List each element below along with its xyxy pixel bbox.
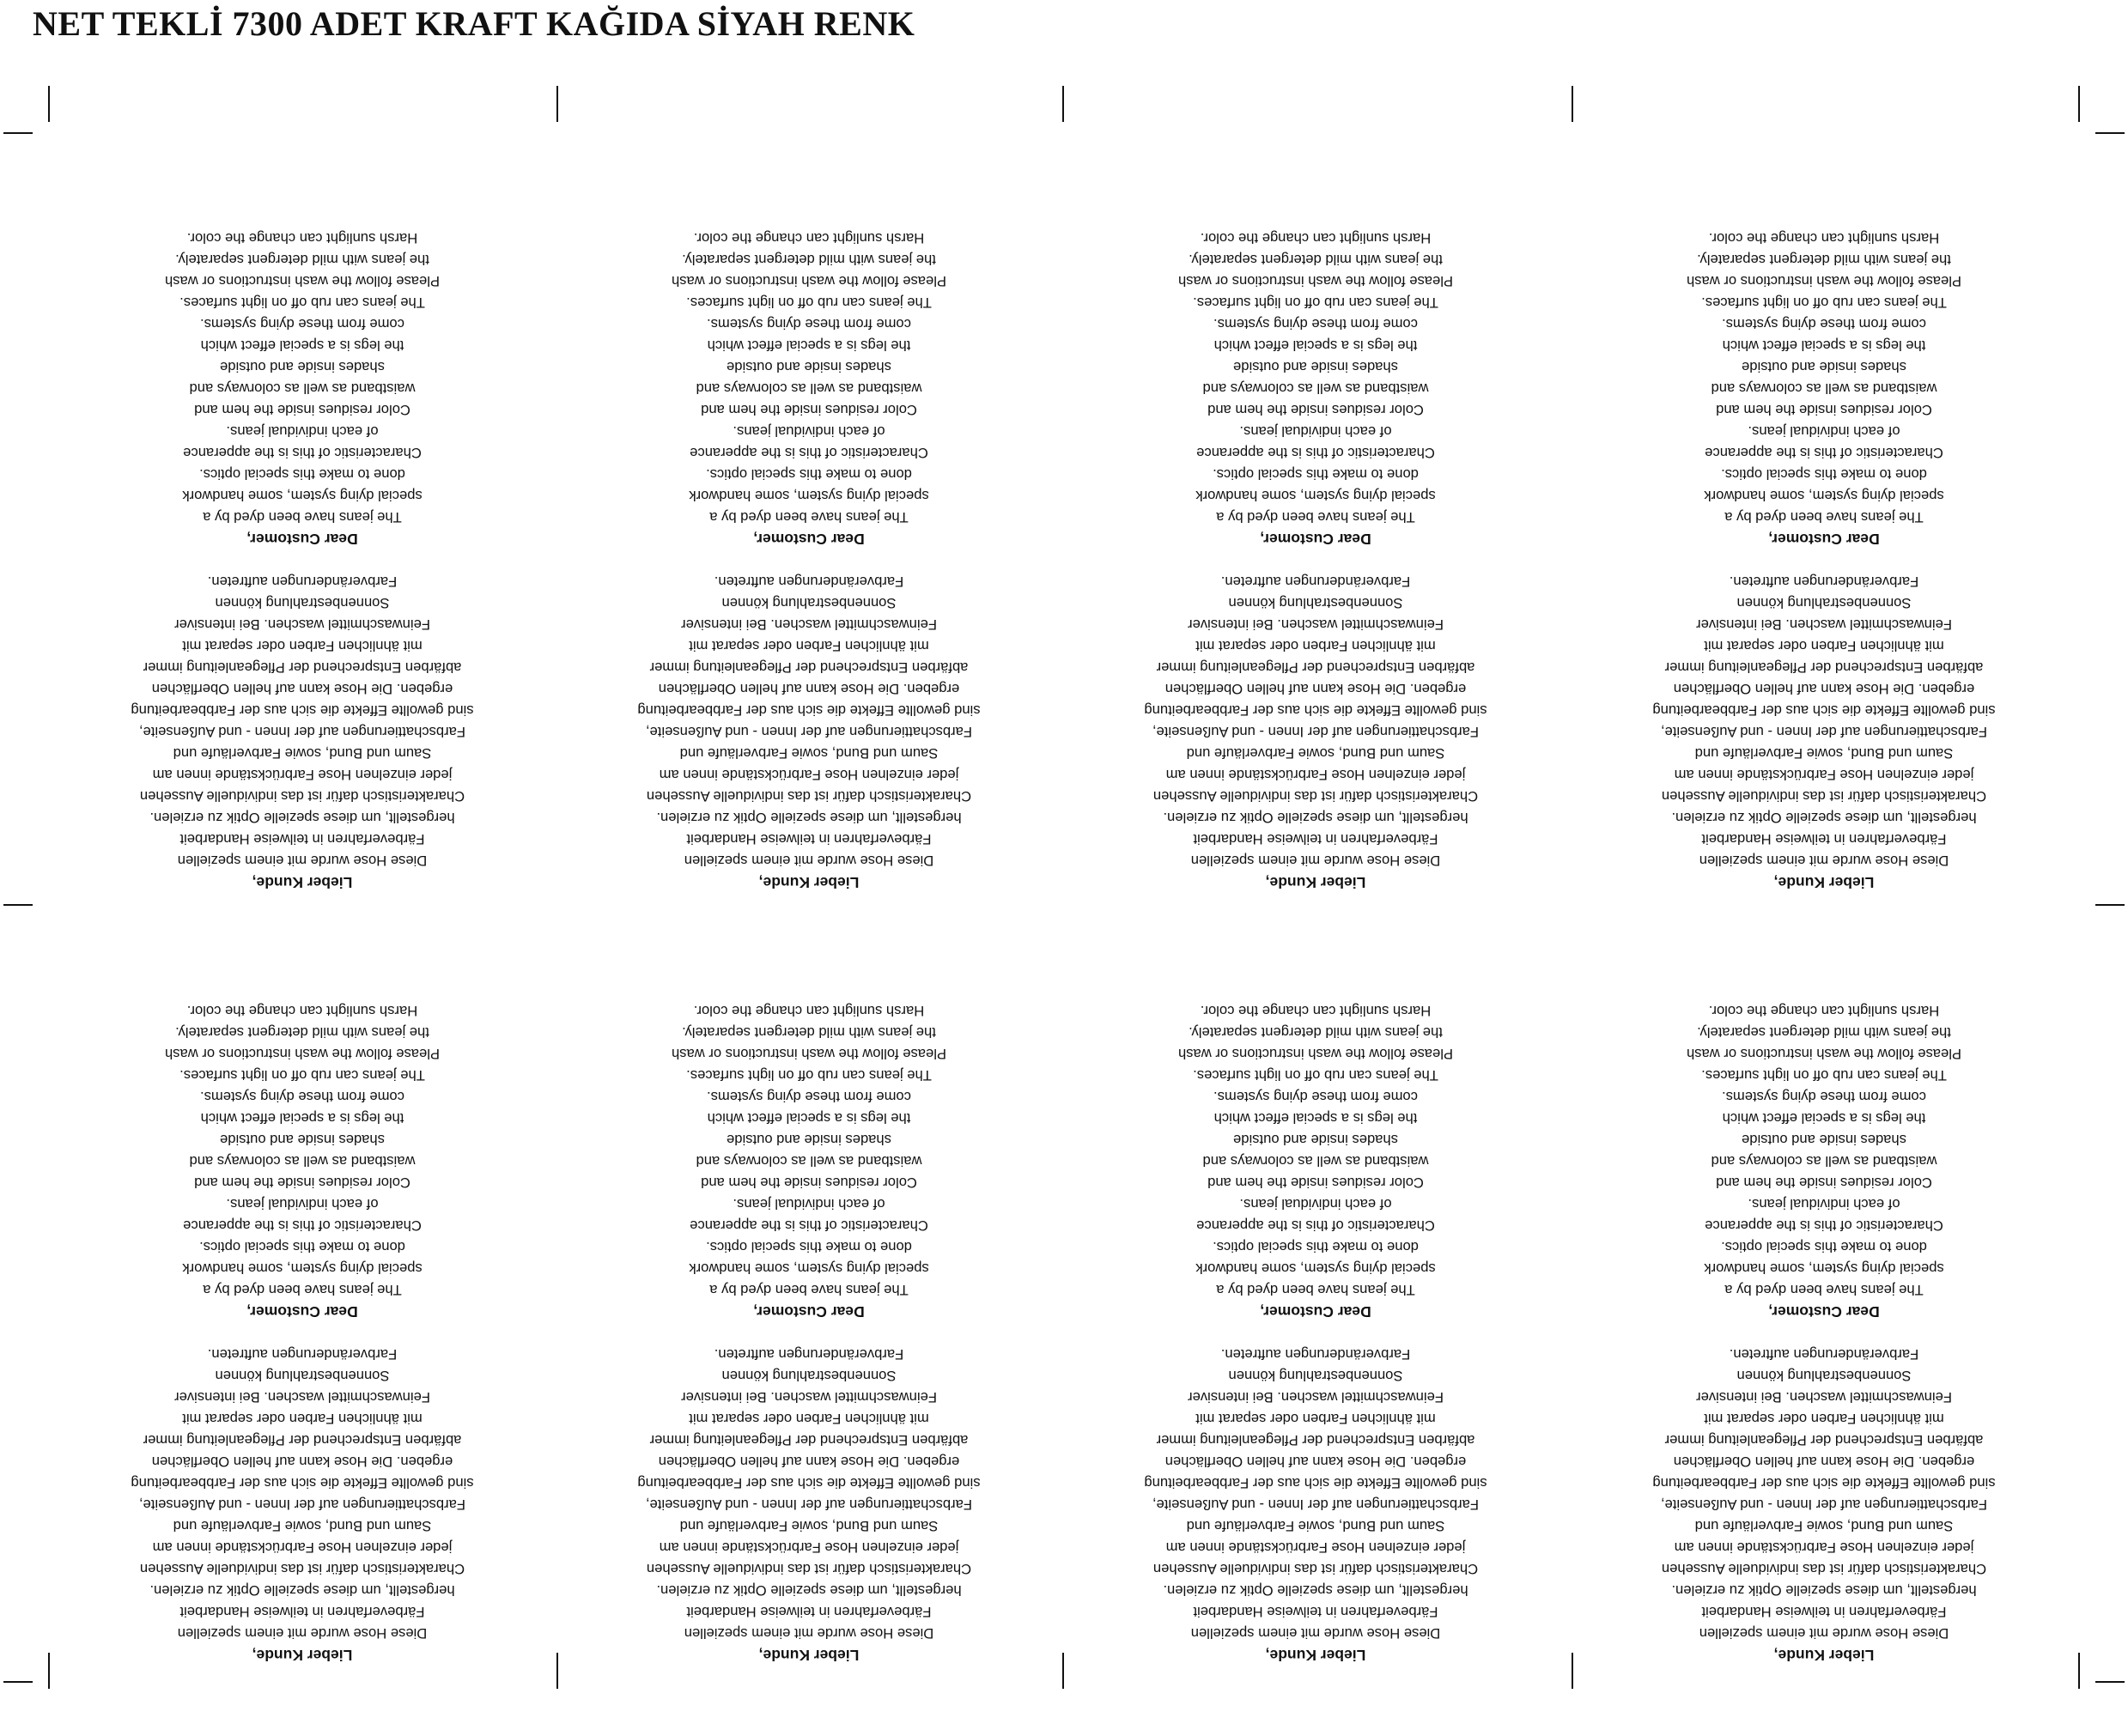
english-text-line: Color residues inside the hem and	[194, 402, 410, 418]
german-text-line: Charakteristisch dafür ist das individuelle Aussehen	[1661, 788, 1987, 804]
english-text-line: The jeans can rub off on light surfaces.	[1701, 294, 1947, 311]
german-text-line: Farbveränderungen auftreten.	[1220, 1346, 1411, 1363]
english-text-line: the jeans with mild detergent separately.	[175, 1024, 429, 1041]
english-text-line: The jeans can rub off on light surfaces.	[1193, 1067, 1438, 1083]
german-text-line: Farbschattierungen auf der Innen - und Außenseite,	[645, 724, 973, 740]
english-text-line: of each individual jeans.	[733, 423, 885, 440]
german-text-line: Diese Hose wurde mit einem speziellen	[177, 853, 428, 869]
german-heading: Lieber Kunde,	[1265, 1647, 1366, 1664]
german-text-line: Saum und Bund, sowie Farbverläufe und	[1694, 745, 1954, 762]
english-text-line: waistband as well as colorways and	[1711, 1153, 1937, 1169]
german-text-line: sind gewollte Effekte die sich aus der Farbbearbeitung	[1144, 702, 1487, 719]
german-text-line: abfärben Entsprechend der Pflegeanleitung immer	[1156, 659, 1475, 676]
english-text-line: The jeans can rub off on light surfaces.	[1701, 1067, 1947, 1083]
spacer	[1584, 1322, 2064, 1344]
english-text-line: waistband as well as colorways and	[1711, 380, 1937, 397]
english-text-line: Color residues inside the hem and	[1716, 402, 1932, 418]
german-text-line: Feinwaschmittel waschen. Bei intensiver	[174, 616, 430, 633]
english-text-line: the legs is a special effect which	[200, 337, 404, 354]
german-text-line: mit ähnlichen Farben oder separat mit	[182, 638, 423, 654]
english-text-line: come from these dying systems.	[707, 1089, 911, 1105]
german-text-line: Farbveränderungen auftreten.	[714, 1346, 904, 1363]
english-text-line: Harsh sunlight can change the color.	[1200, 230, 1432, 246]
german-text-line: Charakteristisch dafür ist das individuelle Aussehen	[1152, 1561, 1479, 1577]
german-text-line: Diese Hose wurde mit einem speziellen	[177, 1625, 428, 1642]
english-text-line: the legs is a special effect which	[707, 337, 911, 354]
english-text-line: done to make this special optics.	[706, 1239, 912, 1255]
english-text-line: shades inside and outside	[220, 359, 385, 375]
english-text-line: done to make this special optics.	[1721, 1239, 1927, 1255]
german-text-line: Sonnenbestrahlung können	[1228, 1368, 1403, 1384]
english-text-line: shades inside and outside	[1742, 1132, 1906, 1148]
german-text-line: ergeben. Die Hose kann auf hellen Oberflächen	[658, 1454, 960, 1470]
english-text-line: special dying system, some handwork	[689, 1260, 929, 1277]
german-text-line: Sonnenbestrahlung können	[1228, 595, 1403, 611]
german-text-line: Diese Hose wurde mit einem speziellen	[1190, 1625, 1441, 1642]
english-text-line: the jeans with mild detergent separately.	[1697, 252, 1951, 268]
care-label	[1075, 910, 1556, 1666]
german-text-line: Sonnenbestrahlung können	[1736, 1368, 1912, 1384]
german-text-line: Farbveränderungen auftreten.	[1729, 1346, 1919, 1363]
english-text-line: Harsh sunlight can change the color.	[693, 230, 925, 246]
english-text-line: The jeans have been dyed by a	[203, 1282, 402, 1298]
german-text-line: Farbveränderungen auftreten.	[1729, 574, 1919, 590]
german-text-line: Diese Hose wurde mit einem speziellen	[1699, 1625, 1949, 1642]
english-text-line: the legs is a special effect which	[1722, 1110, 1926, 1126]
english-text-line: special dying system, some handwork	[1704, 1260, 1944, 1277]
english-text-line: Color residues inside the hem and	[701, 1175, 917, 1191]
english-text-line: of each individual jeans.	[1748, 423, 1900, 440]
care-label	[1075, 137, 1556, 893]
english-text-line: come from these dying systems.	[200, 1089, 404, 1105]
german-text-line: mit ähnlichen Farben oder separat mit	[1704, 1411, 1944, 1427]
english-heading: Dear Customer,	[246, 1303, 358, 1320]
german-text-line: Feinwaschmittel waschen. Bei intensiver	[1696, 616, 1952, 633]
care-label	[568, 910, 1049, 1666]
german-text-line: jeder einzelnen Hose Farbrückstände innen am	[1674, 767, 1974, 783]
german-text-line: sind gewollte Effekte die sich aus der Farbbearbeitung	[637, 702, 981, 719]
english-heading: Dear Customer,	[1768, 531, 1880, 548]
german-text-line: jeder einzelnen Hose Farbrückstände innen am	[659, 1539, 959, 1556]
english-text-line: the legs is a special effect which	[1213, 1110, 1418, 1126]
english-text-line: of each individual jeans.	[1748, 1196, 1900, 1212]
english-text-line: shades inside and outside	[220, 1132, 385, 1148]
german-text-line: Farbveränderungen auftreten.	[207, 1346, 398, 1363]
spacer	[1584, 549, 2064, 571]
german-text-line: Farbschattierungen auf der Innen - und Außenseite,	[138, 1496, 466, 1513]
german-text-line: mit ähnlichen Farben oder separat mit	[689, 1411, 929, 1427]
german-text-line: Diese Hose wurde mit einem speziellen	[684, 1625, 934, 1642]
german-text-line: ergeben. Die Hose kann auf hellen Oberflächen	[1673, 681, 1975, 697]
english-text-line: Characteristic of this is the apperance	[1196, 445, 1435, 461]
english-text-line: waistband as well as colorways and	[1202, 380, 1429, 397]
german-heading: Lieber Kunde,	[758, 1647, 860, 1664]
german-text-line: hergestellt, um diese spezielle Optik zu erzielen.	[149, 1582, 455, 1599]
german-text-line: Farbveränderungen auftreten.	[1220, 574, 1411, 590]
english-text-line: Please follow the wash instructions or wash	[1177, 273, 1454, 289]
german-text-line: Feinwaschmittel waschen. Bei intensiver	[681, 1389, 937, 1405]
german-heading: Lieber Kunde,	[1265, 874, 1366, 891]
german-heading: Lieber Kunde,	[758, 874, 860, 891]
german-text-line: Charakteristisch dafür ist das individuelle Aussehen	[646, 788, 972, 804]
german-text-line: Diese Hose wurde mit einem speziellen	[684, 853, 934, 869]
german-text-line: Farbveränderungen auftreten.	[714, 574, 904, 590]
german-text-line: ergeben. Die Hose kann auf hellen Oberflächen	[1673, 1454, 1975, 1470]
english-text-line: shades inside and outside	[1233, 1132, 1398, 1148]
german-text-line: abfärben Entsprechend der Pflegeanleitung immer	[649, 659, 969, 676]
english-text-line: the jeans with mild detergent separately.	[682, 252, 936, 268]
english-text-line: come from these dying systems.	[707, 316, 911, 332]
care-label	[62, 910, 543, 1666]
english-text-line: shades inside and outside	[1233, 359, 1398, 375]
german-text-line: Sonnenbestrahlung können	[721, 595, 897, 611]
german-text-line: Feinwaschmittel waschen. Bei intensiver	[1188, 1389, 1444, 1405]
german-text-line: abfärben Entsprechend der Pflegeanleitung immer	[1664, 1432, 1984, 1448]
english-text-line: the jeans with mild detergent separately.	[175, 252, 429, 268]
english-text-line: Characteristic of this is the apperance	[183, 1217, 422, 1234]
german-text-line: Saum und Bund, sowie Farbverläufe und	[1694, 1518, 1954, 1534]
english-text-line: of each individual jeans.	[1239, 1196, 1392, 1212]
english-text-line: Please follow the wash instructions or wash	[164, 273, 441, 289]
english-text-line: of each individual jeans.	[226, 423, 379, 440]
german-text-line: Saum und Bund, sowie Farbverläufe und	[1186, 1518, 1445, 1534]
german-text-line: sind gewollte Effekte die sich aus der Farbbearbeitung	[1652, 1475, 1996, 1491]
german-text-line: hergestellt, um diese spezielle Optik zu erzielen.	[1671, 1582, 1977, 1599]
english-text-line: the jeans with mild detergent separately.	[1189, 1024, 1443, 1041]
german-text-line: sind gewollte Effekte die sich aus der Farbbearbeitung	[131, 702, 474, 719]
german-text-line: jeder einzelnen Hose Farbrückstände innen am	[1674, 1539, 1974, 1556]
english-text-line: The jeans can rub off on light surfaces.	[686, 1067, 932, 1083]
german-text-line: Färbeverfahren in teilweise Handarbeit	[1193, 831, 1438, 847]
german-text-line: sind gewollte Effekte die sich aus der Farbbearbeitung	[1144, 1475, 1487, 1491]
german-text-line: Charakteristisch dafür ist das individuelle Aussehen	[1661, 1561, 1987, 1577]
english-text-line: of each individual jeans.	[226, 1196, 379, 1212]
german-text-line: Feinwaschmittel waschen. Bei intensiver	[174, 1389, 430, 1405]
english-heading: Dear Customer,	[1260, 531, 1371, 548]
english-text-line: The jeans have been dyed by a	[709, 509, 909, 525]
german-text-line: Färbeverfahren in teilweise Handarbeit	[1193, 1604, 1438, 1620]
english-text-line: Harsh sunlight can change the color.	[1200, 1003, 1432, 1019]
english-heading: Dear Customer,	[753, 1303, 865, 1320]
german-text-line: Charakteristisch dafür ist das individuelle Aussehen	[1152, 788, 1479, 804]
german-text-line: Farbveränderungen auftreten.	[207, 574, 398, 590]
english-text-line: come from these dying systems.	[1722, 1089, 1926, 1105]
english-text-line: shades inside and outside	[727, 359, 891, 375]
german-heading: Lieber Kunde,	[1773, 1647, 1875, 1664]
english-heading: Dear Customer,	[1768, 1303, 1880, 1320]
english-text-line: waistband as well as colorways and	[696, 1153, 922, 1169]
english-text-line: The jeans can rub off on light surfaces.	[179, 1067, 425, 1083]
english-text-line: The jeans have been dyed by a	[1216, 1282, 1415, 1298]
german-text-line: Farbschattierungen auf der Innen - und Außenseite,	[1152, 1496, 1480, 1513]
german-text-line: hergestellt, um diese spezielle Optik zu erzielen.	[656, 810, 962, 826]
german-text-line: Sonnenbestrahlung können	[215, 595, 390, 611]
care-label	[1584, 910, 2064, 1666]
german-text-line: Färbeverfahren in teilweise Handarbeit	[1701, 831, 1947, 847]
english-text-line: special dying system, some handwork	[1195, 488, 1436, 504]
english-text-line: special dying system, some handwork	[182, 1260, 423, 1277]
german-text-line: jeder einzelnen Hose Farbrückstände innen am	[659, 767, 959, 783]
german-text-line: hergestellt, um diese spezielle Optik zu erzielen.	[149, 810, 455, 826]
german-text-line: Farbschattierungen auf der Innen - und Außenseite,	[1660, 1496, 1988, 1513]
spacer	[1075, 1322, 1556, 1344]
german-text-line: Färbeverfahren in teilweise Handarbeit	[686, 831, 932, 847]
english-text-line: Characteristic of this is the apperance	[690, 445, 928, 461]
english-text-line: The jeans can rub off on light surfaces.	[1193, 294, 1438, 311]
english-text-line: special dying system, some handwork	[182, 488, 423, 504]
english-text-line: Harsh sunlight can change the color.	[186, 1003, 418, 1019]
english-text-line: Characteristic of this is the apperance	[1705, 1217, 1943, 1234]
english-text-line: done to make this special optics.	[199, 1239, 405, 1255]
english-text-line: of each individual jeans.	[733, 1196, 885, 1212]
english-text-line: Color residues inside the hem and	[194, 1175, 410, 1191]
german-text-line: Färbeverfahren in teilweise Handarbeit	[1701, 1604, 1947, 1620]
english-text-line: the legs is a special effect which	[707, 1110, 911, 1126]
german-text-line: hergestellt, um diese spezielle Optik zu erzielen.	[1671, 810, 1977, 826]
german-text-line: abfärben Entsprechend der Pflegeanleitung immer	[1664, 659, 1984, 676]
english-heading: Dear Customer,	[753, 531, 865, 548]
german-text-line: jeder einzelnen Hose Farbrückstände innen am	[1165, 1539, 1466, 1556]
english-text-line: done to make this special optics.	[1721, 466, 1927, 483]
care-label	[1584, 137, 2064, 893]
german-text-line: Sonnenbestrahlung können	[1736, 595, 1912, 611]
german-text-line: ergeben. Die Hose kann auf hellen Oberflächen	[151, 681, 453, 697]
spacer	[568, 1322, 1049, 1344]
english-text-line: come from these dying systems.	[1213, 316, 1418, 332]
german-text-line: ergeben. Die Hose kann auf hellen Oberflächen	[1164, 681, 1467, 697]
english-text-line: waistband as well as colorways and	[189, 380, 416, 397]
german-text-line: abfärben Entsprechend der Pflegeanleitung immer	[1156, 1432, 1475, 1448]
german-heading: Lieber Kunde,	[252, 874, 353, 891]
english-text-line: come from these dying systems.	[1722, 316, 1926, 332]
english-text-line: of each individual jeans.	[1239, 423, 1392, 440]
english-text-line: Color residues inside the hem and	[1207, 1175, 1424, 1191]
english-text-line: special dying system, some handwork	[689, 488, 929, 504]
english-heading: Dear Customer,	[1260, 1303, 1371, 1320]
english-text-line: Harsh sunlight can change the color.	[186, 230, 418, 246]
english-text-line: Characteristic of this is the apperance	[1196, 1217, 1435, 1234]
german-text-line: Farbschattierungen auf der Innen - und Außenseite,	[645, 1496, 973, 1513]
english-text-line: The jeans can rub off on light surfaces.	[686, 294, 932, 311]
german-text-line: hergestellt, um diese spezielle Optik zu erzielen.	[656, 1582, 962, 1599]
spacer	[568, 549, 1049, 571]
english-text-line: Please follow the wash instructions or wash	[1686, 1046, 1962, 1062]
german-text-line: jeder einzelnen Hose Farbrückstände innen am	[1165, 767, 1466, 783]
german-text-line: mit ähnlichen Farben oder separat mit	[1195, 638, 1436, 654]
german-text-line: hergestellt, um diese spezielle Optik zu erzielen.	[1163, 810, 1468, 826]
spacer	[62, 549, 543, 571]
english-text-line: Harsh sunlight can change the color.	[693, 1003, 925, 1019]
care-label	[62, 137, 543, 893]
german-text-line: jeder einzelnen Hose Farbrückstände innen am	[152, 1539, 453, 1556]
german-text-line: abfärben Entsprechend der Pflegeanleitung immer	[649, 1432, 969, 1448]
english-text-line: Please follow the wash instructions or wash	[1686, 273, 1962, 289]
german-text-line: Farbschattierungen auf der Innen - und Außenseite,	[1152, 724, 1480, 740]
english-text-line: Color residues inside the hem and	[1716, 1175, 1932, 1191]
sheet-title: NET TEKLİ 7300 ADET KRAFT KAĞIDA SİYAH RENK	[33, 4, 915, 43]
german-text-line: mit ähnlichen Farben oder separat mit	[1195, 1411, 1436, 1427]
english-text-line: waistband as well as colorways and	[1202, 1153, 1429, 1169]
german-text-line: Diese Hose wurde mit einem speziellen	[1699, 853, 1949, 869]
english-text-line: The jeans have been dyed by a	[709, 1282, 909, 1298]
german-text-line: Feinwaschmittel waschen. Bei intensiver	[681, 616, 937, 633]
english-text-line: come from these dying systems.	[200, 316, 404, 332]
german-text-line: Saum und Bund, sowie Farbverläufe und	[679, 745, 939, 762]
english-text-line: The jeans have been dyed by a	[203, 509, 402, 525]
german-text-line: sind gewollte Effekte die sich aus der Farbbearbeitung	[637, 1475, 981, 1491]
english-text-line: waistband as well as colorways and	[696, 380, 922, 397]
english-text-line: Please follow the wash instructions or wash	[164, 1046, 441, 1062]
english-text-line: The jeans can rub off on light surfaces.	[179, 294, 425, 311]
english-text-line: Characteristic of this is the apperance	[690, 1217, 928, 1234]
english-text-line: Please follow the wash instructions or wash	[671, 273, 947, 289]
german-text-line: Färbeverfahren in teilweise Handarbeit	[179, 831, 425, 847]
german-text-line: ergeben. Die Hose kann auf hellen Oberflächen	[151, 1454, 453, 1470]
english-text-line: the jeans with mild detergent separately.	[682, 1024, 936, 1041]
care-label	[568, 137, 1049, 893]
german-text-line: jeder einzelnen Hose Farbrückstände innen am	[152, 767, 453, 783]
english-heading: Dear Customer,	[246, 531, 358, 548]
english-text-line: the jeans with mild detergent separately.	[1189, 252, 1443, 268]
german-text-line: Saum und Bund, sowie Farbverläufe und	[173, 745, 432, 762]
german-text-line: Sonnenbestrahlung können	[215, 1368, 390, 1384]
english-text-line: Harsh sunlight can change the color.	[1708, 230, 1940, 246]
german-text-line: Saum und Bund, sowie Farbverläufe und	[173, 1518, 432, 1534]
german-text-line: Charakteristisch dafür ist das individuelle Aussehen	[139, 1561, 465, 1577]
german-heading: Lieber Kunde,	[1773, 874, 1875, 891]
german-text-line: Charakteristisch dafür ist das individuelle Aussehen	[646, 1561, 972, 1577]
german-text-line: mit ähnlichen Farben oder separat mit	[1704, 638, 1944, 654]
german-text-line: ergeben. Die Hose kann auf hellen Oberflächen	[1164, 1454, 1467, 1470]
german-text-line: hergestellt, um diese spezielle Optik zu erzielen.	[1163, 1582, 1468, 1599]
english-text-line: Harsh sunlight can change the color.	[1708, 1003, 1940, 1019]
english-text-line: Please follow the wash instructions or wash	[1177, 1046, 1454, 1062]
german-heading: Lieber Kunde,	[252, 1647, 353, 1664]
german-text-line: Saum und Bund, sowie Farbverläufe und	[1186, 745, 1445, 762]
english-text-line: shades inside and outside	[727, 1132, 891, 1148]
english-text-line: Characteristic of this is the apperance	[1705, 445, 1943, 461]
spacer	[1075, 549, 1556, 571]
english-text-line: Color residues inside the hem and	[1207, 402, 1424, 418]
english-text-line: the jeans with mild detergent separately.	[1697, 1024, 1951, 1041]
english-text-line: done to make this special optics.	[1213, 1239, 1419, 1255]
english-text-line: Characteristic of this is the apperance	[183, 445, 422, 461]
english-text-line: waistband as well as colorways and	[189, 1153, 416, 1169]
german-text-line: Feinwaschmittel waschen. Bei intensiver	[1188, 616, 1444, 633]
german-text-line: mit ähnlichen Farben oder separat mit	[182, 1411, 423, 1427]
english-text-line: The jeans have been dyed by a	[1724, 1282, 1924, 1298]
german-text-line: Feinwaschmittel waschen. Bei intensiver	[1696, 1389, 1952, 1405]
english-text-line: The jeans have been dyed by a	[1724, 509, 1924, 525]
english-text-line: done to make this special optics.	[1213, 466, 1419, 483]
german-text-line: sind gewollte Effekte die sich aus der Farbbearbeitung	[131, 1475, 474, 1491]
english-text-line: the legs is a special effect which	[200, 1110, 404, 1126]
german-text-line: abfärben Entsprechend der Pflegeanleitung immer	[143, 659, 462, 676]
spacer	[62, 1322, 543, 1344]
english-text-line: The jeans have been dyed by a	[1216, 509, 1415, 525]
english-text-line: come from these dying systems.	[1213, 1089, 1418, 1105]
english-text-line: shades inside and outside	[1742, 359, 1906, 375]
english-text-line: Color residues inside the hem and	[701, 402, 917, 418]
english-text-line: Please follow the wash instructions or wash	[671, 1046, 947, 1062]
english-text-line: the legs is a special effect which	[1213, 337, 1418, 354]
german-text-line: Färbeverfahren in teilweise Handarbeit	[686, 1604, 932, 1620]
german-text-line: ergeben. Die Hose kann auf hellen Oberflächen	[658, 681, 960, 697]
german-text-line: Färbeverfahren in teilweise Handarbeit	[179, 1604, 425, 1620]
german-text-line: abfärben Entsprechend der Pflegeanleitung immer	[143, 1432, 462, 1448]
english-text-line: special dying system, some handwork	[1195, 1260, 1436, 1277]
german-text-line: Farbschattierungen auf der Innen - und Außenseite,	[1660, 724, 1988, 740]
english-text-line: the legs is a special effect which	[1722, 337, 1926, 354]
german-text-line: Sonnenbestrahlung können	[721, 1368, 897, 1384]
german-text-line: Farbschattierungen auf der Innen - und Außenseite,	[138, 724, 466, 740]
english-text-line: done to make this special optics.	[706, 466, 912, 483]
german-text-line: Diese Hose wurde mit einem speziellen	[1190, 853, 1441, 869]
german-text-line: sind gewollte Effekte die sich aus der Farbbearbeitung	[1652, 702, 1996, 719]
english-text-line: special dying system, some handwork	[1704, 488, 1944, 504]
english-text-line: done to make this special optics.	[199, 466, 405, 483]
german-text-line: Saum und Bund, sowie Farbverläufe und	[679, 1518, 939, 1534]
german-text-line: Charakteristisch dafür ist das individuelle Aussehen	[139, 788, 465, 804]
german-text-line: mit ähnlichen Farben oder separat mit	[689, 638, 929, 654]
